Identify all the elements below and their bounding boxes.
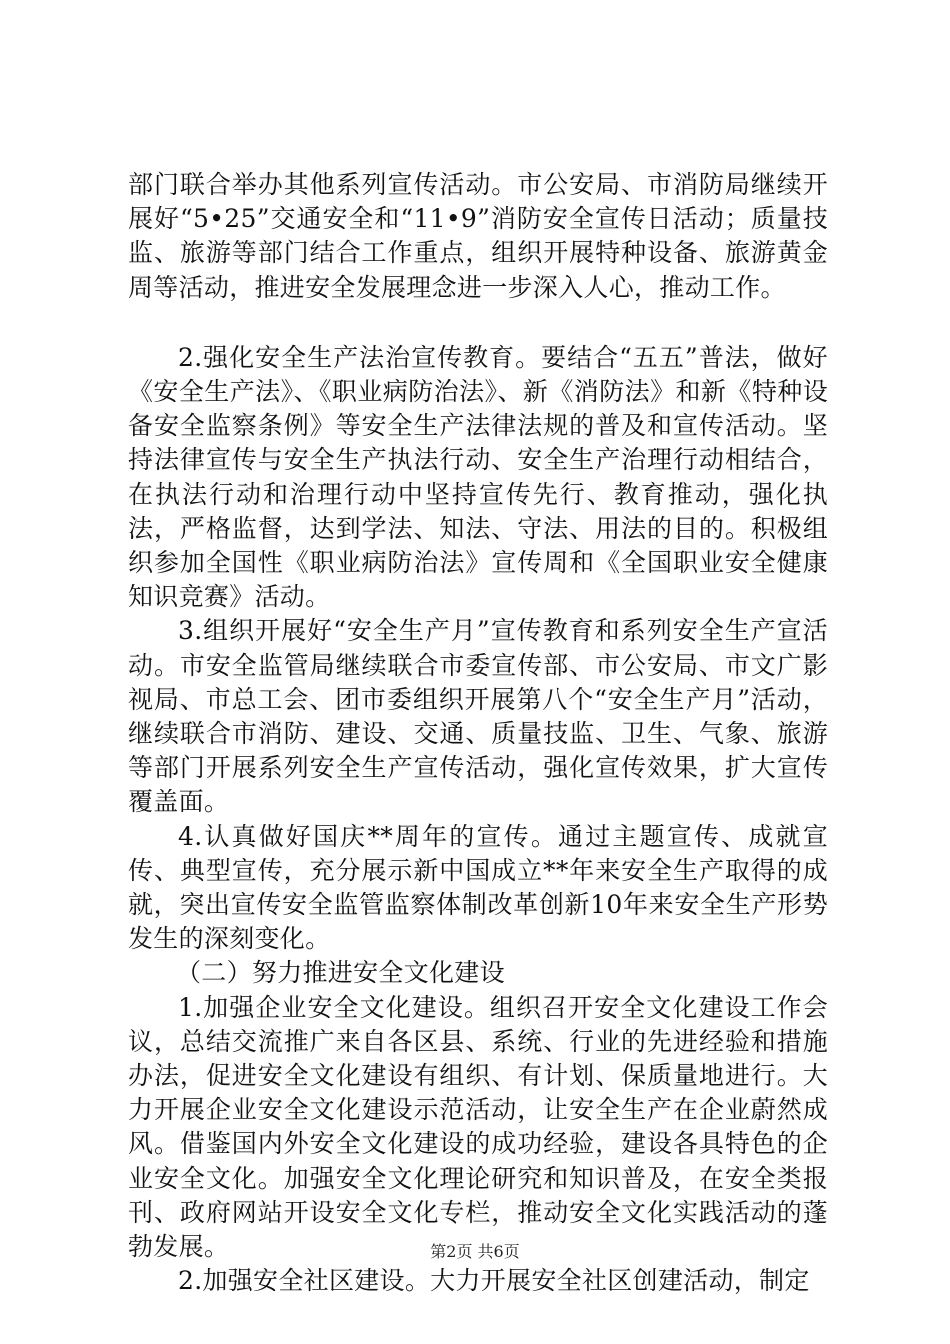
section-heading: （二）努力推进安全文化建设 — [176, 958, 505, 988]
document-body — [128, 168, 828, 1299]
paragraph-culture-2: 2.加强安全社区建设。大力开展安全社区创建活动，制定 — [178, 1266, 810, 1296]
paragraph-item-2: 2.强化安全生产法治宣传教育。要结合“五五”普法，做好《安全生产法》、《职业病防治法》、新《消防法》和新《特种设备安全监察条例》等安全生产法律法规的普及和宣传活动。坚持法律宣传与安全生产执法行动、安全生产治理行动相结合，在执法行动和治理行动中坚持宣传先行、教育推动，强化执法，严格监督，达到学法、知法、守法、用法的目的。积极组织参加全国性《职业病防治法》宣传周和《全国职业安全健康知识竞赛》活动。 — [128, 342, 828, 612]
paragraph-continuation: 部门联合举办其他系列宣传活动。市公安局、市消防局继续开展好“5•25”交通安全和“11•9”消防安全宣传日活动；质量技监、旅游等部门结合工作重点，组织开展特种设备、旅游黄金周等活动，推进安全发展理念进一步深入人心，推动工作。 — [128, 170, 828, 302]
paragraph-culture-1: 1.加强企业安全文化建设。组织召开安全文化建设工作会议，总结交流推广来自各区县、系统、行业的先进经验和措施办法，促进安全文化建设有组织、有计划、保质量地进行。大力开展企业安全文化建设示范活动，让安全生产在企业蔚然成风。借鉴国内外安全文化建设的成功经验，建设各具特色的企业安全文化。加强安全文化理论研究和知识普及，在安全类报刊、政府网站开设安全文化专栏，推动安全文化实践活动的蓬勃发展。 — [128, 992, 828, 1262]
paragraph-item-3: 3.组织开展好“安全生产月”宣传教育和系列安全生产宣活动。市安全监管局继续联合市委宣传部、市公安局、市文广影视局、市总工会、团市委组织开展第八个“安全生产月”活动，继续联合市消防、建设、交通、质量技监、卫生、气象、旅游等部门开展系列安全生产宣传活动，强化宣传效果，扩大宣传覆盖面。 — [128, 616, 828, 817]
page-number-footer: 第2页 共6页 — [430, 1242, 520, 1261]
paragraph-item-4: 4.认真做好国庆**周年的宣传。通过主题宣传、成就宣传、典型宣传，充分展示新中国成立**年来安全生产取得的成就，突出宣传安全监管监察体制改革创新10年来安全生产形势发生的深刻变化。 — [128, 821, 828, 954]
